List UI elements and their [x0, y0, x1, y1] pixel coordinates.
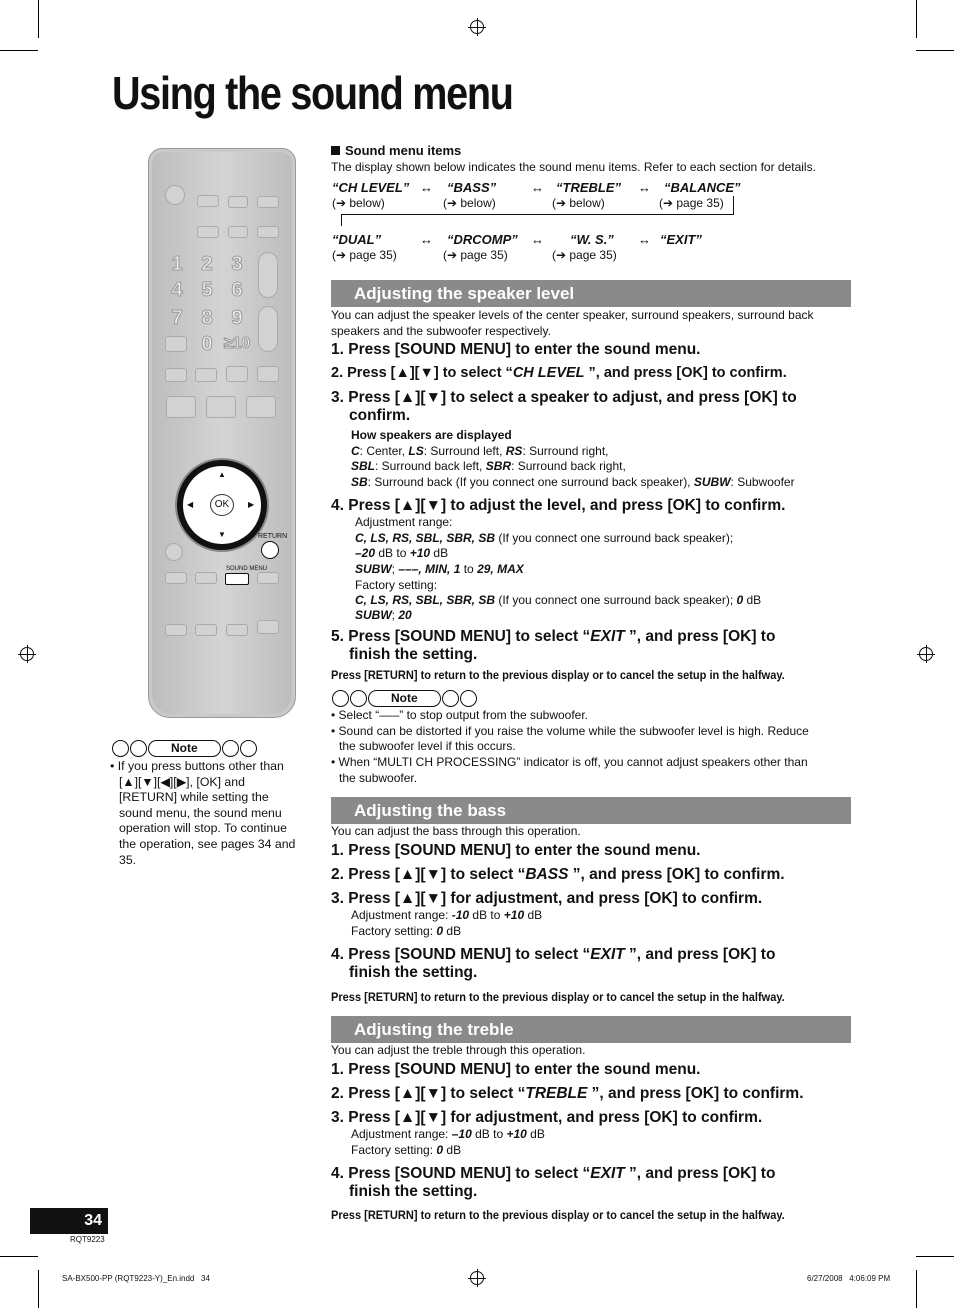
remote-number: 4: [171, 279, 183, 301]
speaker-range-1: C, LS, RS, SBL, SBR, SB (If you connect one surround back speaker);: [355, 531, 734, 545]
flow-arrow: ↔: [531, 232, 544, 247]
flow-connector-line: [341, 214, 734, 215]
speaker-note-3: • When “MULTI CH PROCESSING” indicator is off, you cannot adjust speakers other than: [331, 755, 808, 769]
doc-code: RQT9223: [70, 1235, 105, 1244]
remote-number: 7: [171, 307, 183, 329]
section-heading-speaker: Adjusting the speaker level: [331, 280, 851, 307]
flow-ref: (➔ below): [443, 196, 496, 210]
speaker-step-1: 1. Press [SOUND MENU] to enter the sound menu.: [331, 341, 701, 358]
tv-vol-button-icon: [257, 572, 279, 584]
speaker-factory-1: C, LS, RS, SBL, SBR, SB (If you connect one surround back speaker); 0 dB: [355, 593, 762, 607]
music-button-icon: [165, 624, 187, 636]
crop-mark: [916, 50, 954, 51]
vol-rocker-icon: [258, 306, 278, 352]
page-title: Using the sound menu: [112, 67, 513, 119]
how-speakers-line-3: SB: Surround back (If you connect one surround back speaker), SUBW: Subwoofer: [351, 475, 795, 489]
treble-return-note: Press [RETURN] to return to the previous display or to cancel the setup in the halfway.: [331, 1208, 785, 1222]
left-arrow-icon: ◀: [187, 500, 194, 509]
registration-mark-icon: [470, 20, 484, 34]
section-heading-treble: Adjusting the treble: [331, 1016, 851, 1043]
registration-mark-icon: [470, 1271, 484, 1285]
cancel-button-icon: [226, 366, 248, 382]
left-note-text: • If you press buttons other than [▲][▼][◀][▶], [OK] and [RETURN] while setting the sound menu, the sound menu operation will stop. To continue the operation, see pages 34 and 35.: [110, 759, 296, 867]
speaker-step-2: 2. Press [▲][▼] to select “CH LEVEL ”, and press [OK] to confirm.: [331, 365, 787, 381]
dvd-button-icon: [257, 196, 279, 208]
right-arrow-icon: ▶: [248, 500, 255, 509]
flow-connector-line: [733, 196, 734, 215]
crop-mark: [38, 0, 39, 38]
test-button-icon: [195, 572, 217, 584]
sound-menu-intro: The display shown below indicates the sound menu items. Refer to each section for details.: [331, 160, 816, 174]
flow-item: “BASS”: [447, 180, 497, 195]
note-label: Note: [368, 690, 441, 707]
bass-step-4: 4. Press [SOUND MENU] to select “EXIT ”, and press [OK] to finish the setting.: [331, 946, 776, 981]
speaker-factory-2: SUBW; 20: [355, 608, 412, 622]
pause-button-icon: [206, 396, 236, 418]
speaker-step-5: 5. Press [SOUND MENU] to select “EXIT ”, and press [OK] to finish the setting.: [331, 628, 776, 663]
sound-menu-button-icon: [225, 573, 249, 585]
av-system-button-icon: [197, 195, 219, 207]
remote-number: 0: [201, 333, 213, 355]
forward-button-icon: [195, 368, 217, 382]
remote-number: 9: [231, 307, 243, 329]
flow-arrow: ↔: [420, 180, 433, 195]
bass-intro: You can adjust the bass through this operation.: [331, 824, 581, 838]
left-note-header: [112, 740, 257, 757]
stop-button-icon: [166, 396, 196, 418]
speaker-note-2: • Sound can be distorted if you raise the volume while the subwoofer level is high. Reduce: [331, 724, 809, 738]
sub-menu-button-icon: [165, 543, 183, 561]
speaker-return-note: Press [RETURN] to return to the previous display or to cancel the setup in the halfway.: [331, 668, 785, 682]
treble-intro: You can adjust the treble through this operation.: [331, 1043, 586, 1057]
flow-item: “EXIT”: [660, 232, 702, 247]
speaker-step-4: 4. Press [▲][▼] to adjust the level, and press [OK] to confirm.: [331, 497, 786, 514]
tv-video-button-icon: [257, 620, 279, 634]
treble-step-1: 1. Press [SOUND MENU] to enter the sound menu.: [331, 1061, 701, 1078]
note-label: Note: [148, 740, 221, 757]
flow-item: “TREBLE”: [556, 180, 621, 195]
speaker-intro: You can adjust the speaker levels of the center speaker, surround speakers, surround back speakers and the subwoofer respectively.: [331, 308, 814, 338]
speaker-note-3b: the subwoofer.: [339, 771, 418, 785]
speaker-note-2b: the subwoofer level if this occurs.: [339, 739, 516, 753]
sound-menu-items-heading: Sound menu items: [331, 143, 461, 158]
speaker-range-label: Adjustment range:: [355, 515, 453, 529]
ch-rocker-icon: [258, 252, 278, 298]
bass-factory: Factory setting: 0 dB: [351, 924, 462, 938]
crop-mark: [916, 1270, 917, 1308]
play-button-icon: [246, 396, 276, 418]
flow-item: “BALANCE”: [664, 180, 741, 195]
speaker-range-2: –20 dB to +10 dB: [355, 546, 449, 560]
direct-tuning-button-icon: [165, 336, 187, 352]
treble-step-3: 3. Press [▲][▼] for adjustment, and press [OK] to confirm.: [331, 1109, 763, 1126]
how-speakers-line-1: C: Center, LS: Surround left, RS: Surround right,: [351, 444, 609, 458]
crop-mark: [0, 50, 38, 51]
flow-arrow: ↔: [420, 232, 433, 247]
flow-ref: (➔ below): [552, 196, 605, 210]
crop-mark: [0, 1256, 38, 1257]
flow-ref: (➔ page 35): [659, 196, 724, 210]
bass-range: Adjustment range: -10 dB to +10 dB: [351, 908, 543, 922]
registration-mark-icon: [20, 647, 34, 661]
movie-button-icon: [195, 624, 217, 636]
remote-number: 5: [201, 279, 213, 301]
registration-mark-icon: [919, 647, 933, 661]
cable-sat-button-icon: [228, 226, 248, 238]
footer-file-info: SA-BX500-PP (RQT9223-Y)_En.indd 34: [62, 1274, 210, 1283]
speaker-range-3: SUBW; –––, MIN, 1 to 29, MAX: [355, 562, 524, 576]
treble-step-4: 4. Press [SOUND MENU] to select “EXIT ”, and press [OK] to finish the setting.: [331, 1165, 776, 1200]
square-bullet-icon: [331, 146, 340, 155]
flow-arrow: ↔: [638, 232, 651, 247]
treble-step-2: 2. Press [▲][▼] to select “TREBLE ”, and press [OK] to confirm.: [331, 1085, 804, 1102]
return-button-icon: [261, 541, 279, 559]
speaker-note-header: [332, 690, 477, 707]
return-label: RETURN: [258, 533, 288, 540]
remote-number: 3: [231, 253, 243, 275]
ratio-button-icon: [257, 366, 279, 382]
flow-item: “W. S.”: [570, 232, 614, 247]
bass-step-1: 1. Press [SOUND MENU] to enter the sound menu.: [331, 842, 701, 859]
flow-arrow: ↔: [531, 180, 544, 195]
flow-connector-line: [341, 214, 342, 226]
remote-number: 2: [201, 253, 213, 275]
remote-number: ≥10: [223, 335, 251, 352]
flow-ref: (➔ page 35): [552, 248, 617, 262]
flow-ref: (➔ page 35): [443, 248, 508, 262]
down-arrow-icon: ▼: [218, 530, 226, 539]
remote-number: 8: [201, 307, 213, 329]
up-arrow-icon: ▲: [218, 470, 226, 479]
flow-item: “DUAL”: [332, 232, 382, 247]
tv-button-icon: [228, 196, 248, 208]
how-speakers-line-2: SBL: Surround back left, SBR: Surround back right,: [351, 459, 626, 473]
how-speakers-heading: How speakers are displayed: [351, 428, 512, 442]
rewind-button-icon: [165, 368, 187, 382]
speaker-off-button-icon: [165, 572, 187, 584]
flow-arrow: ↔: [638, 180, 651, 195]
fm-am-button-icon: [197, 226, 219, 238]
crop-mark: [916, 1256, 954, 1257]
treble-factory: Factory setting: 0 dB: [351, 1143, 462, 1157]
remote-number: 6: [231, 279, 243, 301]
remote-number: 1: [171, 253, 183, 275]
speaker-step-3: 3. Press [▲][▼] to select a speaker to adjust, and press [OK] to confirm.: [331, 389, 797, 424]
bass-return-note: Press [RETURN] to return to the previous display or to cancel the setup in the halfway.: [331, 990, 785, 1004]
page-number: 34: [30, 1208, 108, 1234]
speaker-note-1: • Select “–––” to stop output from the subwoofer.: [331, 708, 589, 722]
bass-step-2: 2. Press [▲][▼] to select “BASS ”, and press [OK] to confirm.: [331, 866, 785, 883]
flow-ref: (➔ page 35): [332, 248, 397, 262]
footer-timestamp: 6/27/2008 4:06:09 PM: [807, 1274, 891, 1283]
bass-step-3: 3. Press [▲][▼] for adjustment, and press [OK] to confirm.: [331, 890, 763, 907]
flow-item: “CH LEVEL”: [332, 180, 410, 195]
crop-mark: [916, 0, 917, 38]
ok-button-icon: OK: [210, 494, 234, 516]
power-button-icon: [165, 185, 185, 205]
player-mode-button-icon: [257, 226, 279, 238]
treble-range: Adjustment range: –10 dB to +10 dB: [351, 1127, 545, 1141]
section-heading-bass: Adjusting the bass: [331, 797, 851, 824]
optical-port-button-icon: [226, 624, 248, 636]
crop-mark: [38, 1270, 39, 1308]
flow-item: “DRCOMP”: [447, 232, 518, 247]
speaker-factory-label: Factory setting:: [355, 578, 438, 592]
sound-menu-label: SOUND MENU: [226, 566, 268, 572]
flow-ref: (➔ below): [332, 196, 385, 210]
